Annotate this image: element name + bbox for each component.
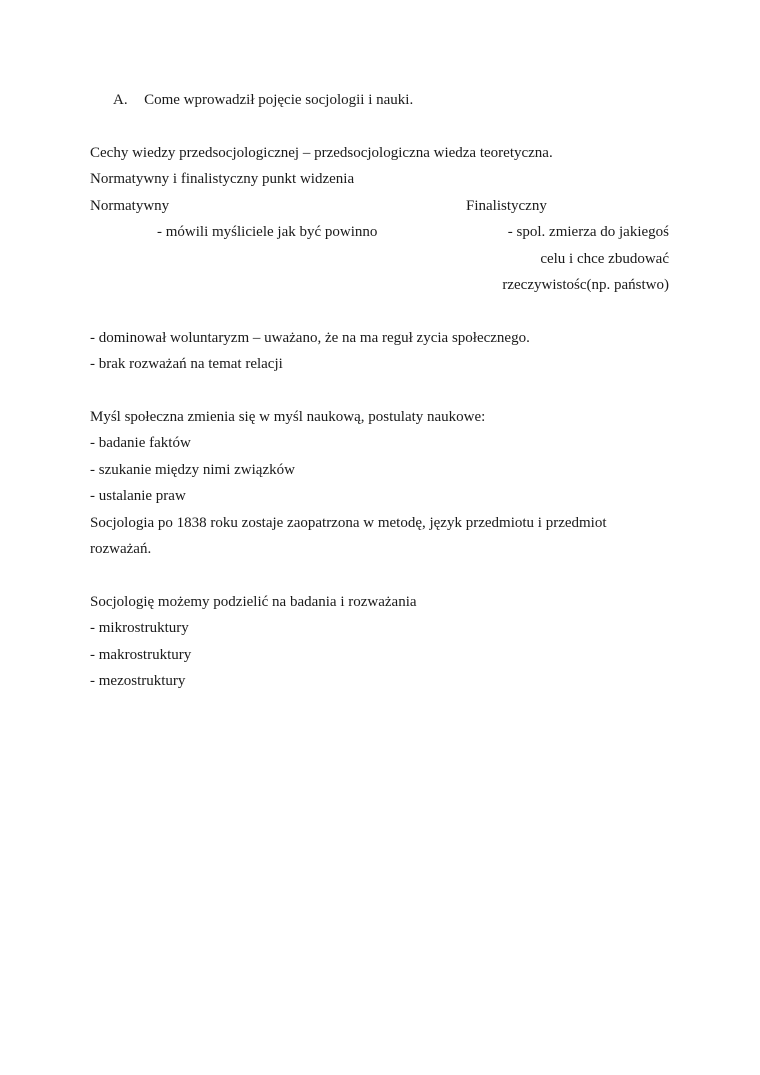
heading-text: Come wprowadził pojęcie socjologii i nauki. [144, 92, 414, 108]
section1-line1: Cechy wiedzy przedsocjologicznej – przedsocjologiczna wiedza teoretyczna. [90, 145, 553, 161]
column-right-item-line: celu i chce zbudować [540, 251, 669, 267]
column-left-title: Normatywny [90, 198, 170, 214]
list-item: - mezostruktury [90, 673, 186, 689]
column-right-item-line: - spol. zmierza do jakiegoś [507, 224, 669, 240]
list-item: - dominował woluntaryzm – uważano, że na ma reguł zycia społecznego. [90, 330, 530, 346]
section3-intro: Myśl społeczna zmienia się w myśl naukową, postulaty naukowe: [90, 409, 486, 425]
column-right-title: Finalistyczny [466, 198, 547, 214]
list-item: - ustalanie praw [90, 488, 186, 504]
list-item: - makrostruktury [90, 647, 192, 663]
section1-line2: Normatywny i finalistyczny punkt widzenia [90, 171, 355, 187]
list-item: - szukanie między nimi związków [90, 462, 295, 478]
column-right-item-line: rzeczywistośc(np. państwo) [502, 277, 669, 293]
list-item: - brak rozważań na temat relacji [90, 356, 283, 372]
section4-intro: Socjologię możemy podzielić na badania i rozważania [90, 594, 417, 610]
list-item: - mikrostruktury [90, 620, 189, 636]
list-item: - badanie faktów [90, 435, 191, 451]
heading-line [113, 91, 413, 109]
paragraph-line: Socjologia po 1838 roku zostaje zaopatrzona w metodę, język przedmiotu i przedmiot [90, 515, 607, 531]
list-marker: A. [113, 92, 128, 108]
column-left-item: - mówili myśliciele jak być powinno [157, 224, 378, 240]
paragraph-line: rozważań. [90, 541, 152, 557]
